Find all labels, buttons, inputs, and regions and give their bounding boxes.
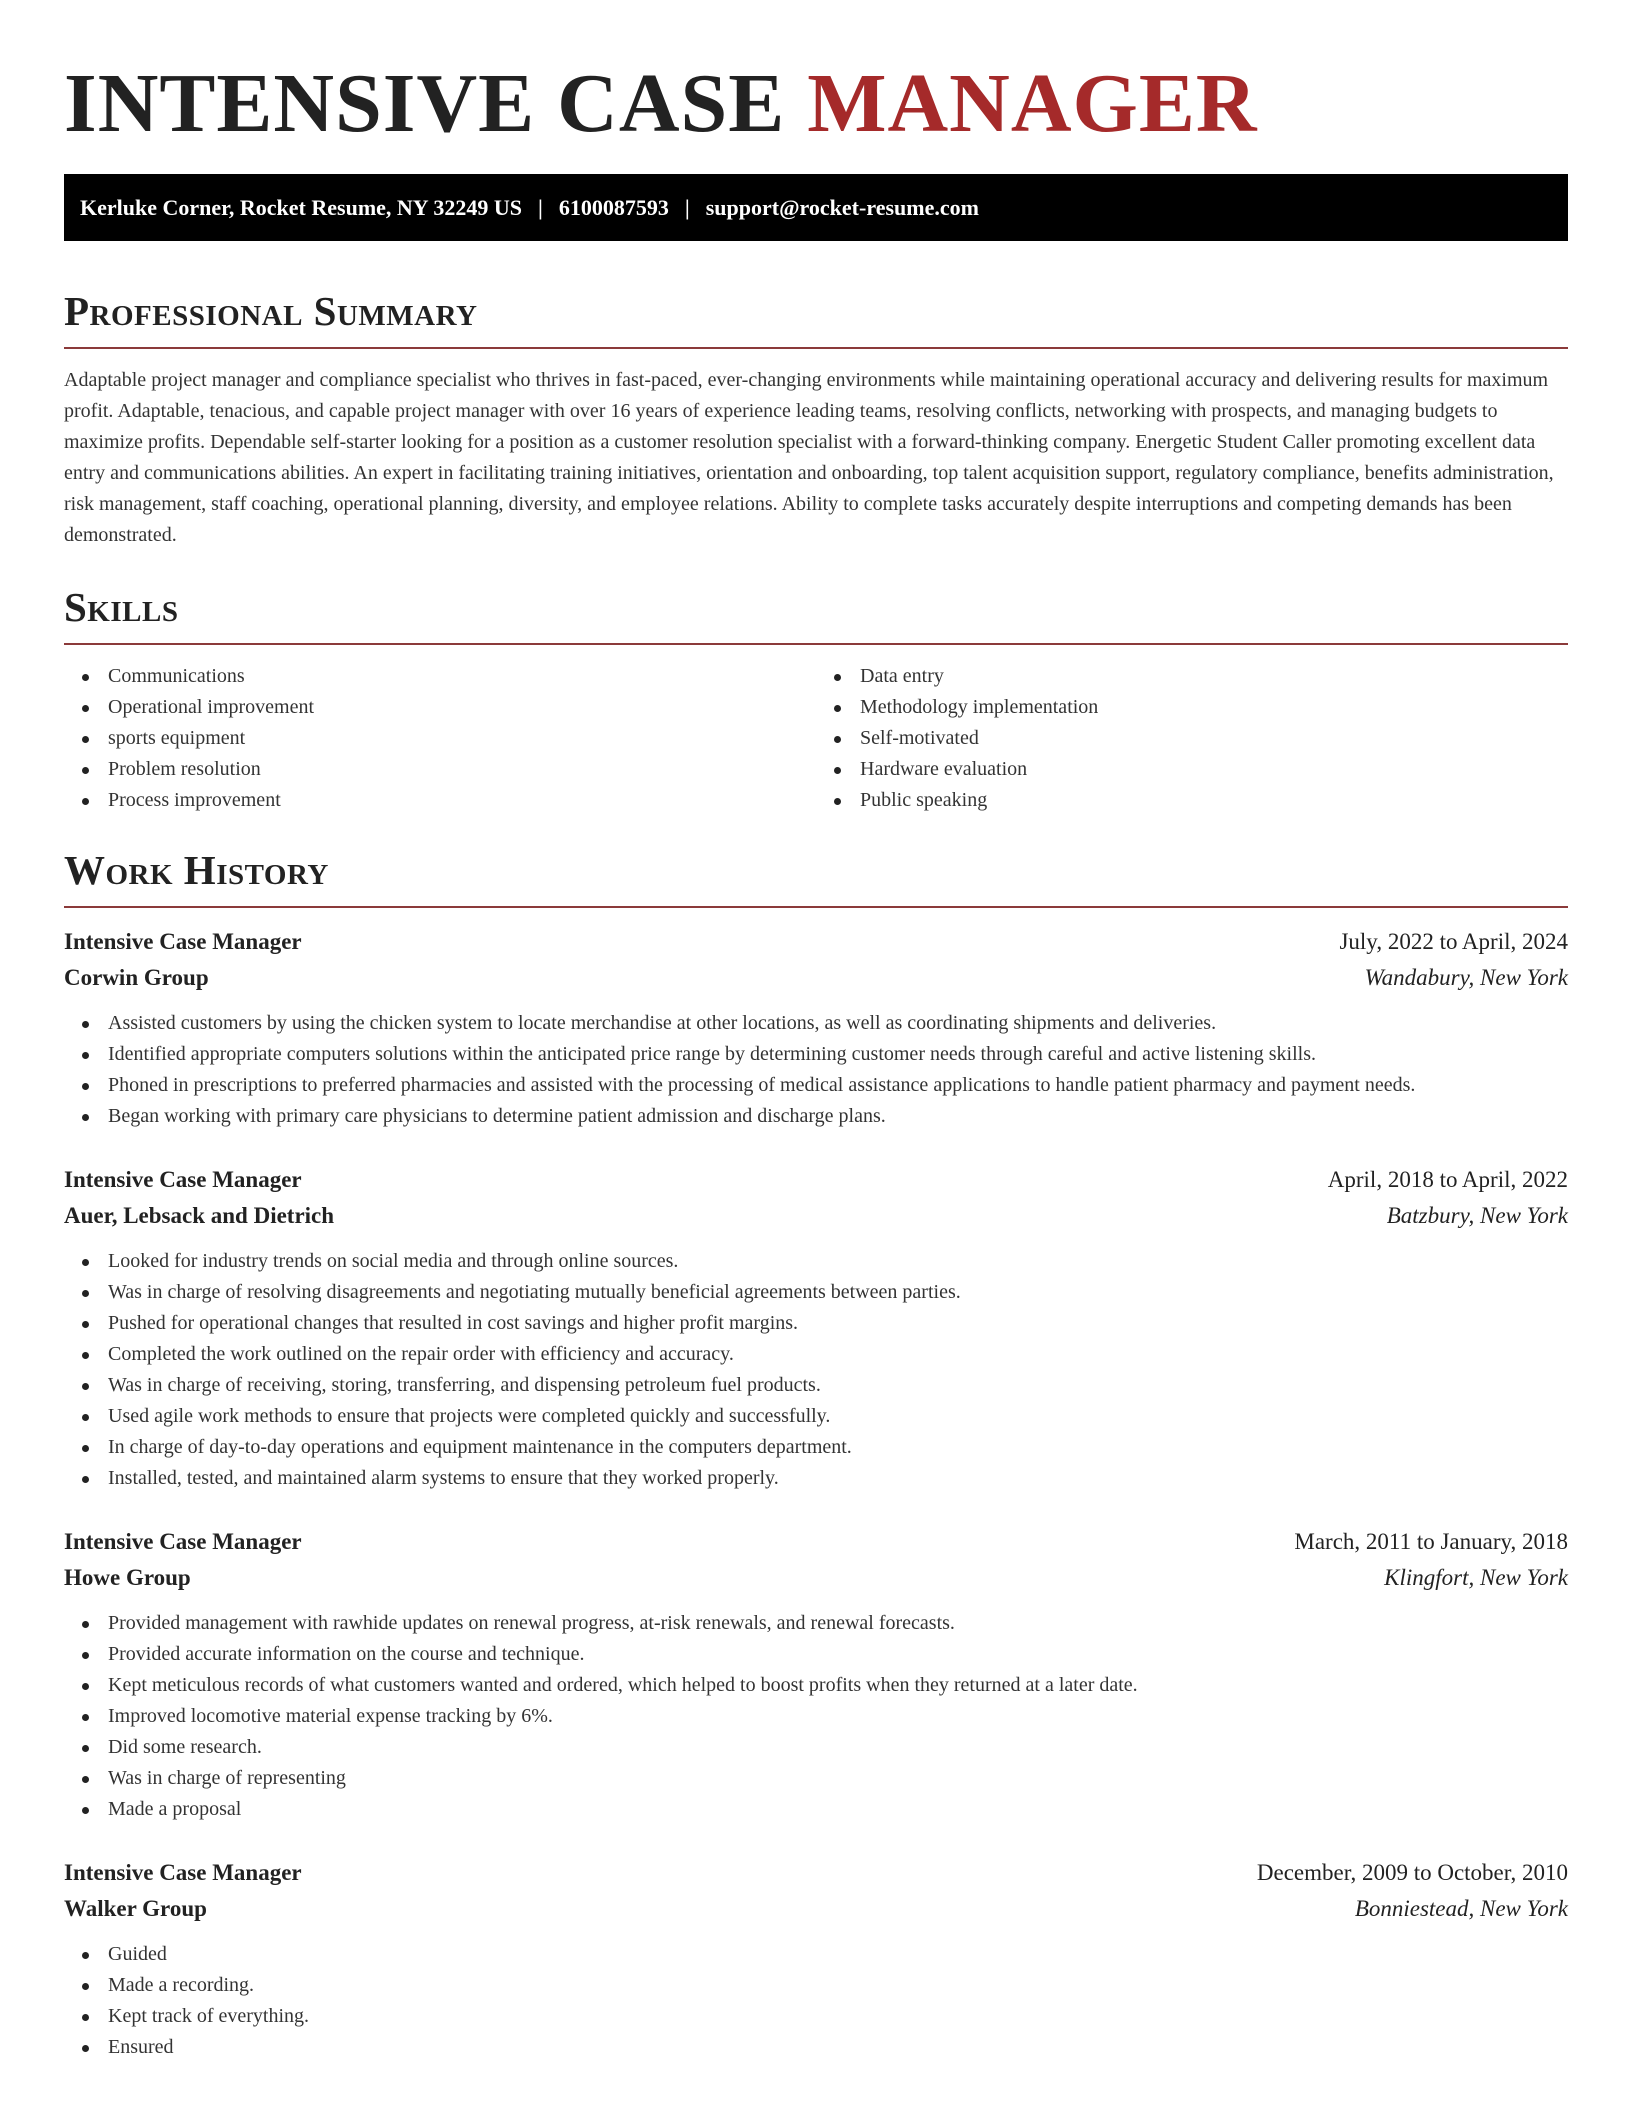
job-title: Intensive Case Manager xyxy=(64,1167,302,1192)
job-bullet: Pushed for operational changes that resulted in cost savings and higher profit margins. xyxy=(64,1308,1568,1339)
job-bullet: Completed the work outlined on the repair order with efficiency and accuracy. xyxy=(64,1339,1568,1370)
job-bullet: Made a proposal xyxy=(64,1794,1568,1825)
job-bullets xyxy=(64,1608,1568,1825)
job-company-row xyxy=(64,960,1568,996)
job-dates: March, 2011 to January, 2018 xyxy=(1294,1529,1568,1554)
job-location: Klingfort, New York xyxy=(1384,1565,1568,1590)
job-company-row xyxy=(64,1198,1568,1234)
job-title: Intensive Case Manager xyxy=(64,1529,302,1554)
job-bullet: Phoned in prescriptions to preferred pharmacies and assisted with the processing of medical assistance applications to handle patient pharmacy and payment needs. xyxy=(64,1070,1568,1101)
job-title: Intensive Case Manager xyxy=(64,1860,302,1885)
job-company-row xyxy=(64,1560,1568,1596)
section-divider xyxy=(64,906,1568,908)
job-bullet: Was in charge of resolving disagreements and negotiating mutually beneficial agreements between parties. xyxy=(64,1277,1568,1308)
job-bullet: Provided accurate information on the course and technique. xyxy=(64,1639,1568,1670)
contact-separator: | xyxy=(538,194,543,220)
job-header-row xyxy=(64,924,1568,960)
contact-bar xyxy=(64,174,1568,241)
job-bullet: Kept meticulous records of what customers wanted and ordered, which helped to boost profits when they returned at a later date. xyxy=(64,1670,1568,1701)
contact-separator: | xyxy=(684,194,690,220)
job-bullet: Improved locomotive material expense tracking by 6%. xyxy=(64,1701,1568,1732)
section-divider xyxy=(64,347,1568,349)
summary-section xyxy=(64,287,1568,551)
job-company: Howe Group xyxy=(64,1565,191,1590)
job-dates: July, 2022 to April, 2024 xyxy=(1339,929,1568,954)
skill-item: Public speaking xyxy=(816,785,1568,816)
job-dates: December, 2009 to October, 2010 xyxy=(1256,1860,1568,1885)
job-bullets xyxy=(64,1246,1568,1494)
job-header-row xyxy=(64,1855,1568,1891)
job-bullet: In charge of day-to-day operations and equipment maintenance in the computers department. xyxy=(64,1432,1568,1463)
job-bullet: Was in charge of receiving, storing, transferring, and dispensing petroleum fuel products. xyxy=(64,1370,1568,1401)
job-bullet: Assisted customers by using the chicken system to locate merchandise at other locations, as well as coordinating shipments and deliveries. xyxy=(64,1008,1568,1039)
job-company-row xyxy=(64,1891,1568,1927)
job-header-row xyxy=(64,1162,1568,1198)
job-entry xyxy=(64,1855,1568,2063)
skills-column-left xyxy=(64,661,816,816)
section-title-summary: Professional Summary xyxy=(64,288,478,334)
skill-item: Operational improvement xyxy=(64,692,816,723)
contact-address: Kerluke Corner, Rocket Resume, NY 32249 US xyxy=(80,194,522,220)
job-bullet: Looked for industry trends on social media and through online sources. xyxy=(64,1246,1568,1277)
job-company: Corwin Group xyxy=(64,965,209,990)
job-bullet: Installed, tested, and maintained alarm systems to ensure that they worked properly. xyxy=(64,1463,1568,1494)
job-bullet: Identified appropriate computers solutions within the anticipated price range by determining customer needs through careful and active listening skills. xyxy=(64,1039,1568,1070)
contact-phone: 6100087593 xyxy=(558,194,669,220)
summary-text: Adaptable project manager and compliance specialist who thrives in fast-paced, ever-changing environments while maintaining operational accuracy and delivering results for maximum profit. Adaptable, tenacious, and capable project manager with over 16 years of experience leading teams, resolving conflicts, networking with prospects, and managing budgets to maximize profits. Dependable self-starter looking for a position as a customer resolution specialist with a forward-thinking company. Energetic Student Caller promoting excellent data entry and communications abilities. An expert in facilitating training initiatives, orientation and onboarding, top talent acquisition support, regulatory compliance, benefits administration, risk management, staff coaching, operational planning, diversity, and employee relations. Ability to complete tasks accurately despite interruptions and competing demands has been demonstrated. xyxy=(64,369,1554,546)
job-bullet: Made a recording. xyxy=(64,1970,1568,2001)
job-entry xyxy=(64,1162,1568,1494)
job-dates: April, 2018 to April, 2022 xyxy=(1327,1167,1568,1192)
skill-item: Methodology implementation xyxy=(816,692,1568,723)
job-company: Auer, Lebsack and Dietrich xyxy=(64,1203,335,1228)
skill-item: Process improvement xyxy=(64,785,816,816)
job-bullet: Began working with primary care physicians to determine patient admission and discharge plans. xyxy=(64,1101,1568,1132)
section-title-work-history: Work History xyxy=(64,847,329,893)
resume-title xyxy=(64,0,1568,150)
job-bullet: Ensured xyxy=(64,2032,1568,2063)
title-first-part: INTENSIVE CASE xyxy=(64,57,786,150)
job-bullet: Was in charge of representing xyxy=(64,1763,1568,1794)
work-history-section xyxy=(64,846,1568,2063)
job-entry xyxy=(64,1524,1568,1825)
job-location: Batzbury, New York xyxy=(1386,1203,1568,1228)
job-company: Walker Group xyxy=(64,1896,207,1921)
job-header-row xyxy=(64,1524,1568,1560)
contact-email: support@rocket-resume.com xyxy=(705,194,979,220)
skill-item: Problem resolution xyxy=(64,754,816,785)
skill-item: Data entry xyxy=(816,661,1568,692)
job-bullet: Kept track of everything. xyxy=(64,2001,1568,2032)
job-title: Intensive Case Manager xyxy=(64,929,302,954)
job-bullet: Guided xyxy=(64,1939,1568,1970)
skill-item: Communications xyxy=(64,661,816,692)
job-entry xyxy=(64,924,1568,1132)
job-bullets xyxy=(64,1008,1568,1132)
skill-item: sports equipment xyxy=(64,723,816,754)
section-title-skills: Skills xyxy=(64,584,179,630)
job-bullet: Provided management with rawhide updates on renewal progress, at-risk renewals, and renewal forecasts. xyxy=(64,1608,1568,1639)
skill-item: Self-motivated xyxy=(816,723,1568,754)
title-accent-part: MANAGER xyxy=(807,57,1258,150)
job-location: Bonniestead, New York xyxy=(1354,1896,1568,1921)
skills-section xyxy=(64,583,1568,816)
skills-list xyxy=(64,661,1568,816)
job-bullet: Used agile work methods to ensure that projects were completed quickly and successfully. xyxy=(64,1401,1568,1432)
section-divider xyxy=(64,643,1568,645)
skill-item: Hardware evaluation xyxy=(816,754,1568,785)
skills-column-right xyxy=(816,661,1568,816)
job-bullets xyxy=(64,1939,1568,2063)
job-bullet: Did some research. xyxy=(64,1732,1568,1763)
job-location: Wandabury, New York xyxy=(1364,965,1568,990)
